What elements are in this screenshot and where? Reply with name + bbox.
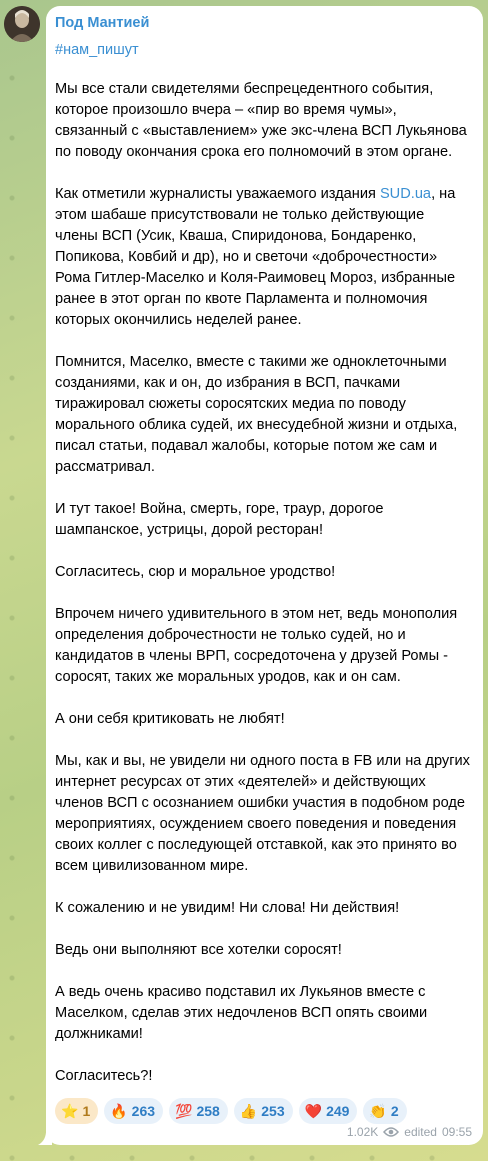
eye-icon [383,1127,399,1137]
reaction-hundred-button[interactable] [169,1098,228,1124]
avatar-image [4,6,40,42]
reaction-clap-button[interactable] [363,1098,406,1124]
hashtag-link[interactable]: #нам_пишут [55,42,139,58]
edited-label: edited [404,1125,437,1139]
message-paragraph [55,709,471,730]
reaction-fire-icon: 🔥 [110,1102,128,1119]
reaction-fire-button[interactable] [104,1098,163,1124]
channel-name[interactable]: Под Мантией [55,15,150,31]
message-bubble [46,6,483,1145]
message-paragraph [55,79,471,163]
reaction-count: 258 [196,1103,220,1119]
reaction-heart-button[interactable] [299,1098,358,1124]
reaction-count: 263 [131,1103,156,1119]
message-text [55,79,475,1087]
message-meta [347,1125,472,1139]
channel-avatar[interactable] [4,6,40,42]
message-text-run: А ведь очень красиво подставил их Лукьянов вместе с Маселком, сделав этих недочленов ВСП опять своими должниками! [55,984,432,1042]
reaction-count: 1 [82,1103,91,1119]
message-text-run: А они себя критиковать не любят! [55,711,285,727]
message-text-run: Ведь они выполняют все хотелки соросят! [55,942,342,958]
message-paragraph [55,352,471,478]
sud-ua-link[interactable]: SUD.ua [379,186,432,202]
message-text-run: Мы все стали свидетелями беспрецедентного события, которое произошло вчера – «пир во время чумы», связанный с «выставлением» уже экс-члена ВСП Лукьянова по поводу окончания срока его полномочий в этом органе. [55,81,471,160]
message-paragraph [55,562,471,583]
message-text-run: Помнится, Маселко, вместе с такими же одноклеточными созданиями, как и он, до избрания в ВСП, пачками тиражировал сюжеты соросятских медиа по поводу морального облика судей, их внесудебной жизни и отдыха, писал статьи, подавал жалобы, которые потом же сам и рассматривал. [55,354,462,475]
message-text-run: Согласитесь, сюр и моральное уродство! [55,564,336,580]
reaction-thumbs-up-icon: 👍 [239,1102,258,1119]
reactions-bar [55,1098,471,1124]
reaction-heart-icon: ❤️ [304,1102,323,1119]
reaction-star-button[interactable] [55,1098,98,1124]
message-paragraph [55,982,471,1045]
reaction-star-icon: ⭐ [61,1102,79,1119]
reaction-count: 249 [326,1103,350,1119]
message-paragraph [55,499,471,541]
reaction-clap-icon: 👏 [369,1102,387,1119]
message-text-run: Как отметили журналисты уважаемого издания [55,186,380,202]
view-count: 1.02K [346,1125,379,1139]
reaction-thumbs-up-button[interactable] [234,1098,293,1124]
reaction-count: 253 [261,1103,285,1119]
message-text-run: , на этом шабаше присутствовали не только действующие члены ВСП (Усик, Кваша, Спиридонова, Бондаренко, Попикова, Ковбий и др), но и светочи «доброчестности» Рома Гитлер-Маселко и Коля-Раимовец Мороз, избранные ранее в этот орган по квоте Парламента и полномочия которых окончились неделей ранее. [55,186,460,328]
message-text-run: К сожалению и не увидим! Ни слова! Ни действия! [55,900,400,916]
message-text-run: Впрочем ничего удивительного в этом нет, ведь монополия определения доброчестности не только судей, но и кандидатов в члены ВРП, сосредоточена у друзей Ромы - соросят, таких же моральных уродов, как и он сам. [55,606,462,685]
message-text-run: И тут такое! Война, смерть, горе, траур, дорогое шампанское, устрицы, дорой ресторан! [55,501,388,538]
reaction-count: 2 [390,1103,399,1119]
message-paragraph [55,1066,471,1087]
message-paragraph [55,940,471,961]
message-text-run: Мы, как и вы, не увидели ни одного поста в FB или на других интернет ресурсах от этих «деятелей» и действующих членов ВСП с осознанием ошибки участия в подобном роде мероприятиях, осуждением своего поведения и поведения своих коллег с последующей отставкой, как это принято во всем цивилизованном мире. [55,753,475,874]
reaction-hundred-icon: 💯 [175,1102,193,1119]
message-paragraph [55,184,471,331]
message-paragraph [55,604,471,688]
message-paragraph [55,751,475,877]
message-paragraph [55,898,471,919]
message-text-run: Согласитесь?! [55,1068,153,1084]
message-time: 09:55 [441,1125,472,1139]
